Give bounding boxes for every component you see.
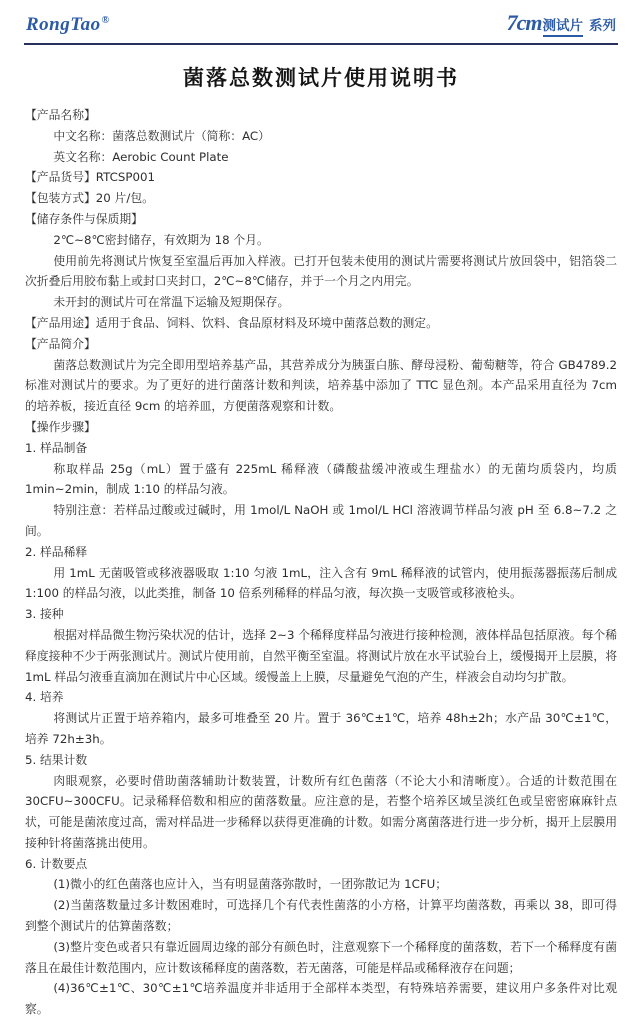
paragraph: 肉眼观察，必要时借助菌落辅助计数装置，计数所有红色菌落（不论大小和清晰度）。合适的计数范围在 30CFU~300CFU。记录稀释倍数和相应的菌落数量。应注意的是，若整个培养区域呈淡红色或呈密密麻麻针点状，可能是菌浓度过高，需对样品进一步稀释以获得更准确的计数。如需分离菌落进行进一步分析，揭开上层膜用接种针将菌落挑出使用。 [25,773,617,850]
paragraph: 根据对样品微生物污染状况的估计，选择 2~3 个稀释度样品匀液进行接种检测，液体样品包括原液。每个稀释度接种不少于两张测试片。测试片使用前，自然平衡至室温。将测试片放在水平试验台上，缓慢揭开上层膜，将 1mL 样品匀液垂直滴加在测试片中心区域。缓慢盖上上膜，尽量避免气泡的产生，样液会自动均匀扩散。 [25,627,617,684]
section-heading: 【操作步骤】 [25,419,96,434]
brand-logo [26,14,110,36]
section-heading: 【储存条件与保质期】 [25,211,143,226]
series-7cm-mark: 7cm [506,10,542,35]
paragraph: 菌落总数测试片为完全即用型培养基产品，其营养成分为胰蛋白胨、酵母浸粉、葡萄糖等，符合 GB4789.2 标准对测试片的要求。为了更好的进行菌落计数和判读，培养基中添加了 TTC 显色剂。本产品采用直径为 7cm 的培养板，接近直径 9cm 的培养皿，方便菌落观察和计数。 [25,357,617,414]
paragraph: 中文名称：菌落总数测试片（简称：AC） [53,128,270,143]
brand-name: RongTao [26,14,101,35]
paragraph: 用 1mL 无菌吸管或移液器吸取 1:10 匀液 1mL，注入含有 9mL 稀释液的试管内，使用振荡器振荡后制成 1:100 的样品匀液，以此类推，制备 10 倍系列稀释的样品匀液，每次换一支吸管或移液枪头。 [25,565,617,601]
paragraph: (4)36℃±1℃、30℃±1℃培养温度并非适用于全部样本类型，有特殊培养需要，建议用户多条件对比观察。 [25,981,617,1017]
paragraph: (3)整片变色或者只有靠近圆周边缘的部分有颜色时，注意观察下一个稀释度的菌落数，若下一个稀释度有菌落且在最佳计数范围内，应计数该稀释度的菌落数，若无菌落，可能是样品或稀释液存在问题； [25,939,617,975]
step-heading: 2. 样品稀释 [25,544,88,559]
paragraph: 2℃~8℃密封储存，有效期为 18 个月。 [53,232,269,247]
paragraph: 使用前先将测试片恢复至室温后再加入样液。已打开包装未使用的测试片需要将测试片放回袋中，铝箔袋二次折叠后用胶布黏上或封口夹封口，2℃~8℃储存，并于一个月之内用完。 [25,253,617,289]
section-heading: 【包装方式】20 片/包。 [25,191,154,206]
paragraph: (1)微小的红色菌落也应计入，当有明显菌落弥散时，一团弥散记为 1CFU； [53,877,448,892]
series-logo [507,10,616,36]
section-heading: 【产品名称】 [25,108,96,122]
paragraph: 将测试片正置于培养箱内，最多可堆叠至 20 片。置于 36℃±1℃，培养 48h±2h；水产品 30℃±1℃，培养 72h±3h。 [25,711,617,746]
section-heading: 【产品简介】 [25,336,96,351]
paragraph: (2)当菌落数量过多计数困难时，可选择几个有代表性菌落的小方格，计算平均菌落数，再乘以 38，即可得到整个测试片的估算菌落数； [25,898,617,934]
document-body [24,105,618,1020]
registered-trademark-icon: ® [101,14,110,26]
step-heading: 5. 结果计数 [25,752,88,767]
section-heading: 【产品用途】适用于食品、饲料、饮料、食品原材料及环境中菌落总数的测定。 [25,315,438,330]
section-heading: 【产品货号】RTCSP001 [25,170,155,185]
series-product-name: 测试片 [543,18,584,37]
page-header [24,8,618,45]
step-heading: 4. 培养 [25,690,64,705]
document-title: 菌落总数测试片使用说明书 [183,66,459,90]
step-heading: 1. 样品制备 [25,440,88,455]
paragraph: 称取样品 25g（mL）置于盛有 225mL 稀释液（磷酸盐缓冲液或生理盐水）的无菌均质袋内，均质 1min~2min，制成 1:10 的样品匀液。 [25,461,617,497]
paragraph: 特别注意：若样品过酸或过碱时，用 1mol/L NaOH 或 1mol/L HCl 溶液调节样品匀液 pH 至 6.8~7.2 之间。 [25,503,617,538]
series-suffix-label: 系列 [589,18,616,34]
paragraph: 未开封的测试片可在常温下运输及短期保存。 [53,295,290,310]
step-heading: 3. 接种 [25,607,64,622]
step-heading: 6. 计数要点 [25,856,88,871]
paragraph: 英文名称：Aerobic Count Plate [53,149,229,164]
